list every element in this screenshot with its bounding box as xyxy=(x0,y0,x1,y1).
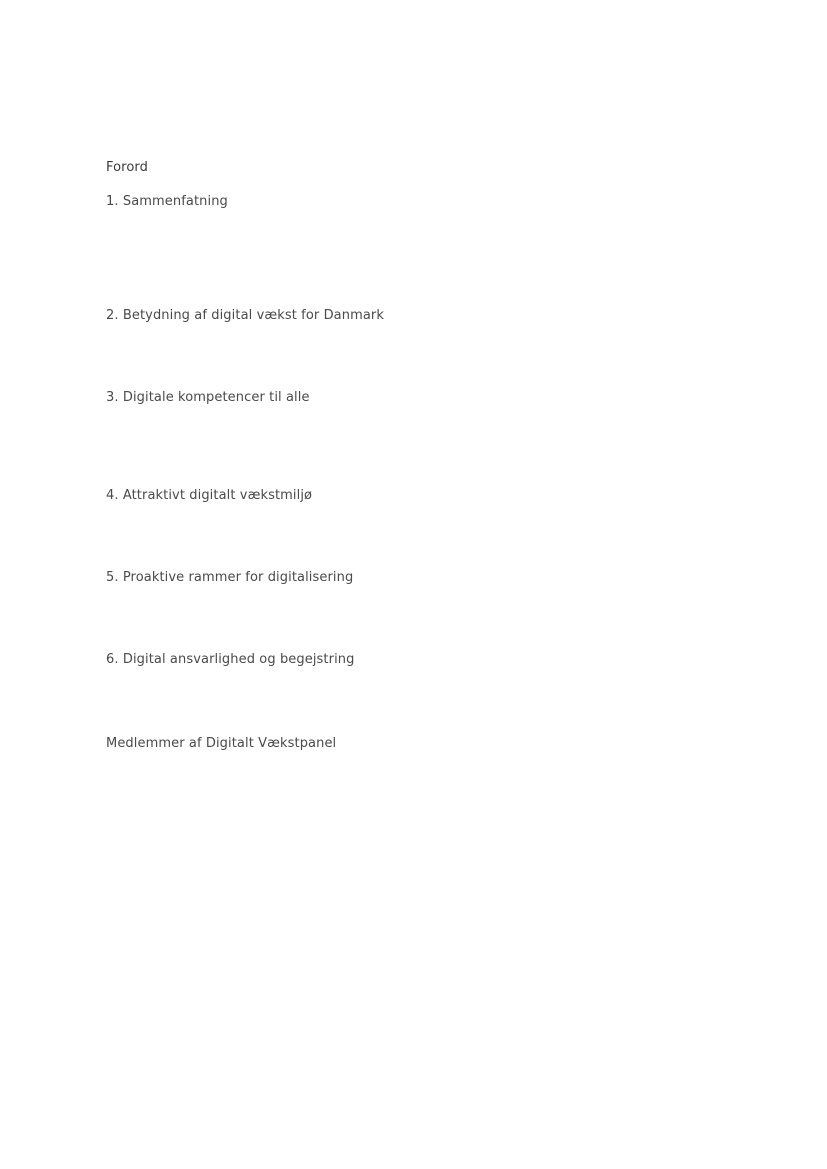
toc-entry-rammer: 5. Proaktive rammer for digitalisering xyxy=(106,570,354,585)
toc-entry-medlemmer: Medlemmer af Digitalt Vækstpanel xyxy=(106,736,337,751)
toc-entry-ansvarlighed: 6. Digital ansvarlighed og begejstring xyxy=(106,652,355,667)
toc-entry-betydning: 2. Betydning af digital vækst for Danmark xyxy=(106,308,384,323)
toc-entry-kompetencer: 3. Digitale kompetencer til alle xyxy=(106,390,310,405)
toc-entry-forord: Forord xyxy=(106,160,148,175)
toc-entry-vaekstmiljo: 4. Attraktivt digitalt vækstmiljø xyxy=(106,488,313,503)
toc-entry-sammenfatning: 1. Sammenfatning xyxy=(106,194,228,209)
